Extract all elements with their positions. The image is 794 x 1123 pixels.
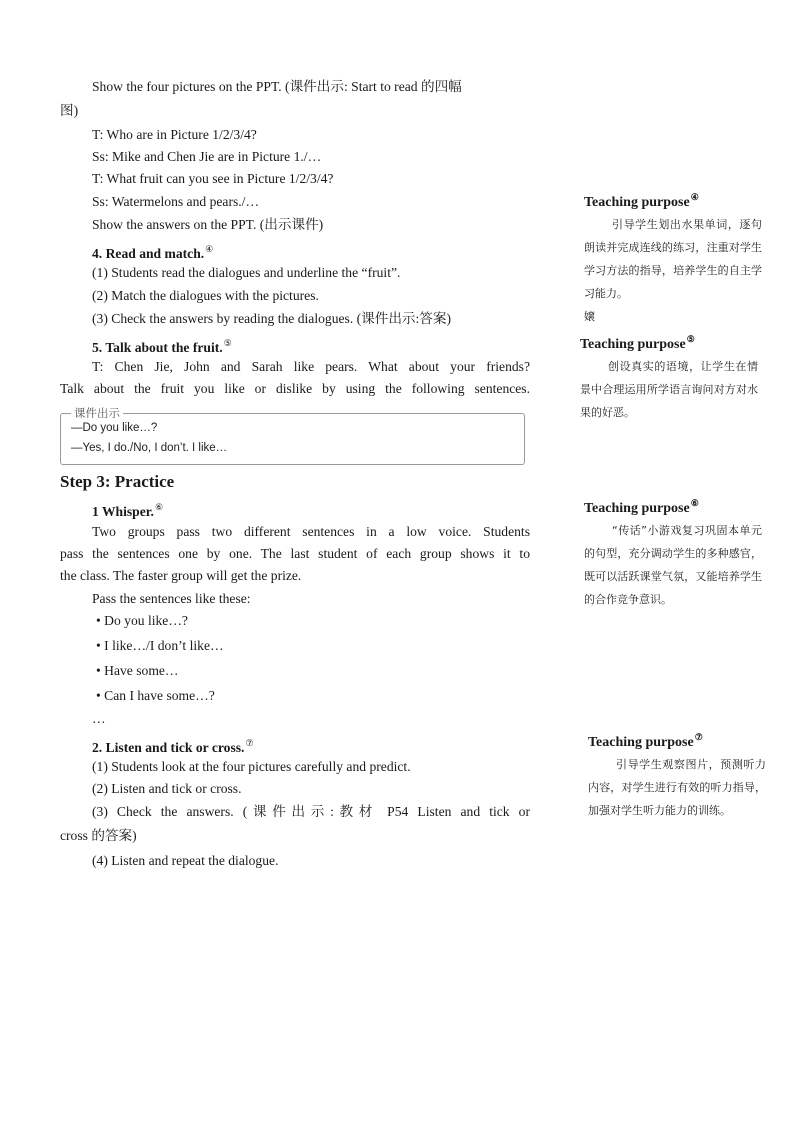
circled-number: ⑤ bbox=[686, 334, 695, 344]
step-line: (1) Students look at the four pictures carefully and predict. bbox=[92, 759, 411, 774]
teaching-purpose-body bbox=[588, 753, 766, 822]
paragraph-line: pass the sentences one by one. The last student of each group shows it to bbox=[60, 546, 530, 561]
note-text: 引导学生划出水果单词，逐句朗读并完成连线的练习，注重对学生学习方法的指导，培养学生的自主学习能力。 bbox=[584, 218, 762, 300]
heading-text: 5. Talk about the fruit. bbox=[92, 340, 223, 355]
ellipsis: … bbox=[92, 711, 106, 726]
heading-text: 2. Listen and tick or cross. bbox=[92, 740, 245, 755]
step-line-cont: cross 的答案) bbox=[60, 828, 137, 843]
teaching-purpose-title bbox=[580, 334, 758, 353]
courseware-box bbox=[60, 406, 525, 465]
circled-number: ⑦ bbox=[694, 732, 703, 742]
title-text: Teaching purpose bbox=[584, 195, 690, 210]
para-show-pictures-cont: 图) bbox=[60, 103, 79, 118]
step-line: (2) Match the dialogues with the pictures. bbox=[92, 288, 319, 303]
paragraph-line: the class. The faster group will get the prize. bbox=[60, 568, 302, 583]
dialogue-line: Ss: Watermelons and pears./… bbox=[92, 194, 260, 209]
courseware-line: —Yes, I do./No, I don’t. I like… bbox=[71, 442, 228, 454]
teaching-purpose-body bbox=[584, 519, 762, 611]
bullet-item: • I like…/I don’t like… bbox=[96, 638, 224, 653]
circled-number: ④ bbox=[205, 244, 214, 254]
para-show-pictures: Show the four pictures on the PPT. (课件出示: Start to read 的四幅 bbox=[92, 79, 462, 94]
teaching-purpose-note bbox=[580, 334, 758, 424]
teaching-purpose-body bbox=[584, 213, 762, 328]
teaching-purpose-note bbox=[584, 498, 762, 611]
heading-text: 4. Read and match. bbox=[92, 246, 205, 261]
step-line: (3) Check the answers by reading the dialogues. (课件出示:答案) bbox=[92, 311, 452, 326]
note-text: 引导学生观察图片，预测听力内容，对学生进行有效的听力指导，加强对学生听力能力的训练。 bbox=[588, 758, 766, 817]
step-line: (1) Students read the dialogues and underline the “fruit”. bbox=[92, 265, 401, 280]
bullet-item: • Have some… bbox=[96, 663, 179, 678]
dialogue-line: Ss: Mike and Chen Jie are in Picture 1./… bbox=[92, 149, 322, 164]
circled-number: ④ bbox=[690, 192, 699, 202]
note-text: “传话”小游戏复习巩固本单元的句型，充分调动学生的多种感官，既可以活跃课堂气氛，又能培养学生的合作竞争意识。 bbox=[584, 524, 762, 606]
section-heading-talk-fruit bbox=[92, 334, 232, 357]
step-line: (4) Listen and repeat the dialogue. bbox=[92, 853, 279, 868]
paragraph-line: Two groups pass two different sentences in a low voice. Students bbox=[92, 524, 530, 539]
courseware-box-label: 课件出示 bbox=[71, 405, 123, 421]
teaching-purpose-note bbox=[584, 192, 762, 328]
title-text: Teaching purpose bbox=[588, 735, 694, 750]
title-text: Teaching purpose bbox=[584, 501, 690, 516]
title-text: Teaching purpose bbox=[580, 337, 686, 352]
bullet-item: • Do you like…? bbox=[96, 613, 188, 628]
circled-number: ⑤ bbox=[223, 338, 232, 348]
step-line: (3) Check the answers. (课件出示:教材 P54 Listen and tick or bbox=[92, 804, 530, 819]
paragraph-line: T: Chen Jie, John and Sarah like pears. What about your friends? bbox=[92, 359, 530, 374]
section-heading-listen-tick bbox=[92, 734, 254, 757]
paragraph-line: Pass the sentences like these: bbox=[92, 591, 251, 606]
paragraph-line: Talk about the fruit you like or dislike by using the following sentences. bbox=[60, 381, 530, 396]
bullet-item: • Can I have some…? bbox=[96, 688, 215, 703]
teaching-purpose-title bbox=[584, 498, 762, 517]
teaching-purpose-title bbox=[588, 732, 766, 751]
note-text: 创设真实的语境，让学生在情景中合理运用所学语言询问对方对水果的好恶。 bbox=[580, 360, 758, 419]
section-heading-read-match bbox=[92, 240, 213, 263]
step-line: (2) Listen and tick or cross. bbox=[92, 781, 242, 796]
circled-number: ⑦ bbox=[245, 738, 254, 748]
note-stray-char: 嬢 bbox=[584, 310, 595, 323]
section-heading-whisper bbox=[92, 498, 163, 521]
dialogue-line: T: Who are in Picture 1/2/3/4? bbox=[92, 127, 257, 142]
courseware-line: —Do you like…? bbox=[71, 422, 158, 434]
dialogue-line: T: What fruit can you see in Picture 1/2/3/4? bbox=[92, 171, 334, 186]
heading-text: 1 Whisper. bbox=[92, 504, 154, 519]
para-show-answers: Show the answers on the PPT. (出示课件) bbox=[92, 217, 324, 232]
teaching-purpose-note bbox=[588, 732, 766, 822]
teaching-purpose-body bbox=[580, 355, 758, 424]
circled-number: ⑥ bbox=[154, 502, 164, 512]
step-heading: Step 3: Practice bbox=[60, 472, 175, 491]
teaching-purpose-title bbox=[584, 192, 762, 211]
circled-number: ⑥ bbox=[690, 498, 699, 508]
